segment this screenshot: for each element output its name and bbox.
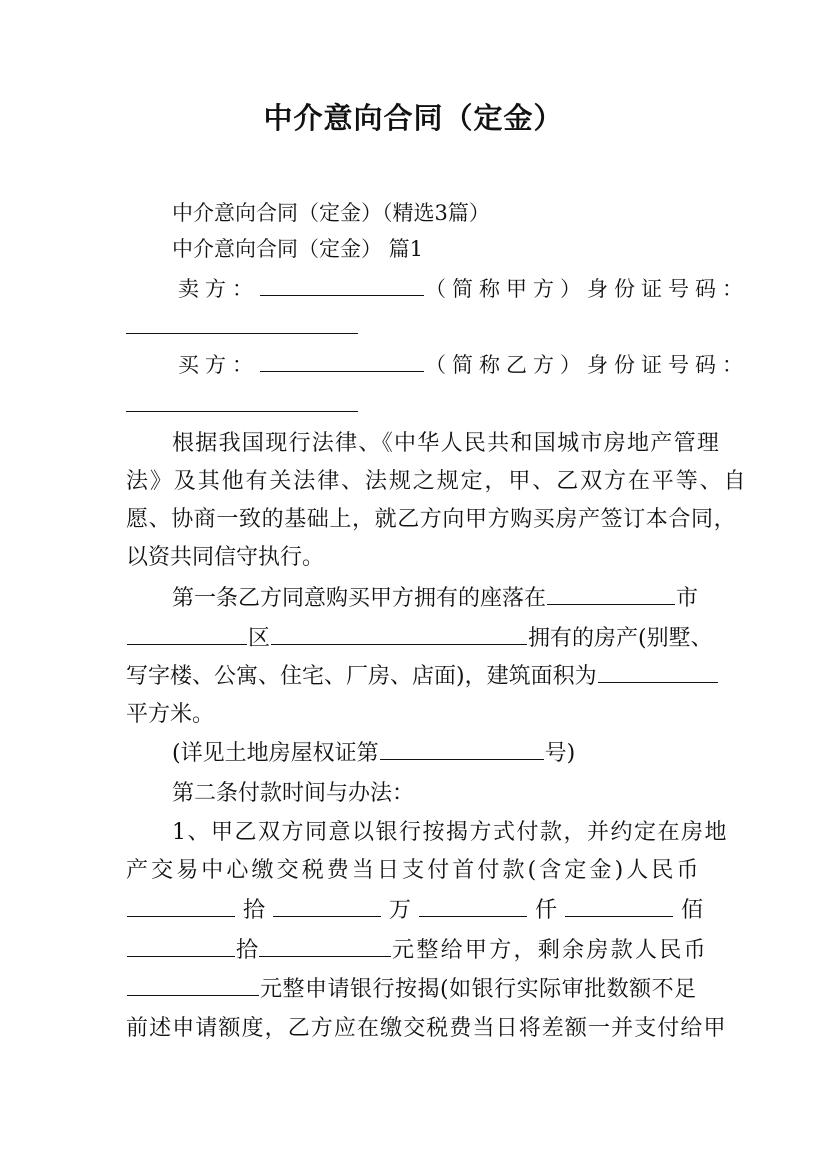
article1-line4: 平方米。 — [126, 702, 215, 727]
article1-district: 区 — [248, 626, 271, 651]
para1-line2: 法》及其他有关法律、法规之规定，甲、乙双方在平等、自 — [126, 469, 748, 494]
amount-qian-blank — [419, 898, 527, 917]
seller-id-blank — [126, 315, 358, 334]
article1-text1: 第一条乙方同意购买甲方拥有的座落在 — [172, 586, 547, 611]
city-blank — [547, 586, 675, 605]
area-blank — [598, 664, 718, 683]
clause1-line3 — [126, 896, 703, 926]
section-heading: 中介意向合同（定金） 篇1 — [172, 237, 424, 261]
amount-wan-blank — [273, 898, 381, 917]
cert-line — [172, 739, 575, 769]
article1-line3 — [126, 662, 719, 692]
loan-amount-blank — [127, 977, 259, 996]
para1-line3: 愿、协商一致的基础上，就乙方向甲方购买房产签订本合同， — [126, 507, 737, 532]
clause1-line4-tail: 元整给甲方，剩余房款人民币 — [392, 938, 708, 963]
article1-text4: 拥有的房产(别墅、 — [528, 626, 713, 651]
clause1-line6: 前述申请额度，乙方应在缴交税费当日将差额一并支付给甲 — [126, 1016, 727, 1041]
article2-heading: 第二条付款时间与办法： — [172, 781, 415, 806]
address-blank — [271, 626, 527, 645]
clause1-line1: 1、甲乙双方同意以银行按揭方式付款，并约定在房地 — [172, 820, 728, 845]
seller-label: 卖方： — [178, 277, 259, 301]
cert-pre: (详见土地房屋权证第 — [172, 741, 379, 766]
unit-qian: 仟 — [535, 898, 558, 923]
clause1-line4 — [126, 936, 708, 966]
amount-yuan-blank — [259, 938, 391, 957]
seller-line — [178, 274, 749, 304]
unit-shi-2: 拾 — [236, 938, 259, 963]
seller-name-blank — [260, 277, 424, 296]
document-subtitle: 中介意向合同（定金）（精选3篇） — [172, 201, 490, 225]
seller-id-line — [125, 312, 359, 342]
district-blank — [127, 626, 247, 645]
buyer-line — [178, 350, 749, 380]
article1-line2 — [126, 624, 713, 654]
buyer-note: （简称乙方）身份证号码： — [425, 353, 749, 377]
buyer-label: 买方： — [178, 353, 259, 377]
para1-line4: 以资共同信守执行。 — [126, 545, 325, 570]
cert-post: 号) — [544, 741, 576, 766]
article1-city: 市 — [676, 586, 699, 611]
buyer-name-blank — [260, 353, 424, 372]
buyer-id-line — [125, 390, 359, 420]
para1-line1: 根据我国现行法律、《中华人民共和国城市房地产管理 — [172, 431, 721, 456]
seller-note: （简称甲方）身份证号码： — [425, 277, 749, 301]
clause1-line5 — [126, 975, 697, 1005]
unit-shi: 拾 — [243, 898, 266, 923]
unit-wan: 万 — [389, 898, 412, 923]
clause1-line5-tail: 元整申请银行按揭(如银行实际审批数额不足 — [260, 977, 697, 1002]
clause1-line2: 产交易中心缴交税费当日支付首付款(含定金)人民币 — [126, 858, 702, 883]
cert-number-blank — [380, 741, 544, 760]
buyer-id-blank — [126, 393, 358, 412]
article1-line1 — [172, 584, 698, 614]
article1-text5: 写字楼、公寓、住宅、厂房、店面)，建筑面积为 — [126, 664, 597, 689]
amount-bai-blank — [565, 898, 673, 917]
amount-shiwan-blank — [127, 898, 235, 917]
amount-shi-blank — [127, 938, 235, 957]
document-title: 中介意向合同（定金） — [263, 101, 564, 135]
unit-bai: 佰 — [681, 898, 704, 923]
